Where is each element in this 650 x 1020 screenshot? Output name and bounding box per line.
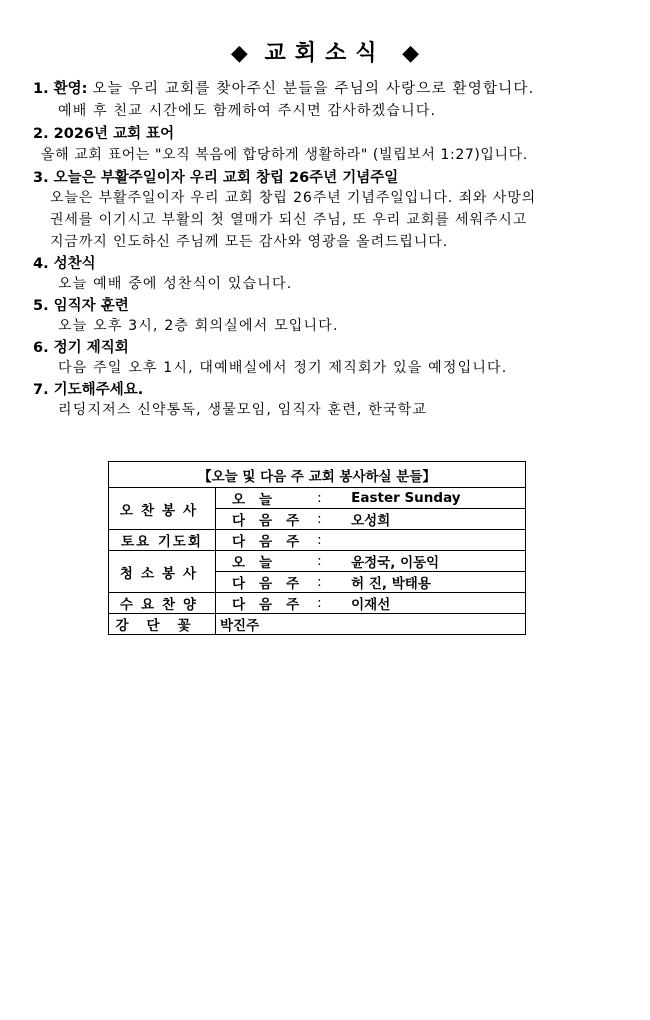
when-next-week: 다음주: [216, 509, 318, 530]
news-item-7-line-1: 리딩지저스 신약통독, 생물모임, 임직자 훈련, 한국학교: [58, 402, 428, 418]
service-schedule-table: [108, 461, 526, 635]
diamond-left-icon: ◆: [230, 41, 248, 66]
table-caption-row: [109, 462, 526, 488]
news-item-4-number: 4.: [33, 256, 49, 272]
news-item-5-heading: [33, 294, 129, 315]
saturday-prayer-next-name: [347, 530, 525, 551]
news-item-2-number: 2.: [33, 126, 49, 142]
table-row: [109, 614, 526, 635]
news-item-2-title: 2026년 교회 표어: [53, 126, 175, 142]
news-item-5-title: 임직자 훈련: [53, 298, 129, 314]
news-item-6-title: 정기 제직회: [53, 340, 129, 356]
news-item-6-heading: [33, 336, 129, 357]
news-item-4-heading: [33, 252, 96, 273]
news-item-5-number: 5.: [33, 298, 49, 314]
news-item-4-line-1: 오늘 예배 중에 성찬식이 있습니다.: [58, 276, 293, 292]
news-item-3-line-3: 지금까지 인도하신 주님께 모든 감사와 영광을 올려드립니다.: [50, 234, 449, 250]
news-item-3-line-2: 권세를 이기시고 부활의 첫 열매가 되신 주님, 또 우리 교회를 세워주시고: [50, 212, 528, 228]
cleaning-today-names: 윤정국, 이동익: [347, 551, 525, 572]
news-item-3-line-1: 오늘은 부활주일이자 우리 교회 창립 26주년 기념주일입니다. 죄와 사망의: [50, 190, 537, 206]
colon: :: [317, 572, 347, 593]
news-item-2-heading: [33, 122, 174, 143]
table-row: [109, 551, 526, 572]
news-item-7-heading: [33, 378, 143, 399]
table-row: [109, 593, 526, 614]
role-pulpit-flowers: 강단꽃: [109, 614, 216, 635]
page-title: [0, 36, 650, 67]
news-item-7-number: 7.: [33, 382, 49, 398]
colon: :: [317, 509, 347, 530]
news-item-2-line-1: 올해 교회 표어는 "오직 복음에 합당하게 생활하라" (빌립보서 1:27)입니다.: [41, 147, 528, 163]
cleaning-next-names: 허 진, 박태용: [347, 572, 525, 593]
news-item-6-line-1: 다음 주일 오후 1시, 대예배실에서 정기 제직회가 있을 예정입니다.: [58, 360, 508, 376]
role-wednesday-praise: 수요찬양: [109, 593, 216, 614]
choir-next-name: 오성희: [347, 509, 525, 530]
table-caption: 【오늘 및 다음 주 교회 봉사하실 분들】: [109, 462, 526, 488]
news-item-1-line-1: 예배 후 친교 시간에도 함께하여 주시면 감사하겠습니다.: [58, 103, 437, 119]
when-today: 오늘: [216, 488, 318, 509]
choir-today-name: Easter Sunday: [347, 488, 525, 509]
role-saturday-prayer: 토요 기도회: [109, 530, 216, 551]
news-item-6-number: 6.: [33, 340, 49, 356]
when-next-week: 다음주: [216, 572, 318, 593]
colon: :: [317, 530, 347, 551]
news-item-1-head-text: 오늘 우리 교회를 찾아주신 분들을 주님의 사랑으로 환영합니다.: [92, 81, 535, 97]
table-row: [109, 530, 526, 551]
news-item-4-title: 성찬식: [53, 256, 96, 272]
when-next-week: 다음주: [216, 593, 318, 614]
role-cleaning: 청소봉사: [109, 551, 216, 593]
pulpit-flowers-name: 박진주: [216, 614, 526, 635]
colon: :: [317, 551, 347, 572]
wednesday-praise-next-name: 이재선: [347, 593, 525, 614]
news-item-3-heading: [33, 166, 398, 187]
news-item-7-title: 기도해주세요.: [53, 382, 144, 398]
title-text: 교회소식: [264, 41, 386, 66]
colon: :: [317, 593, 347, 614]
news-item-1-number: 1.: [33, 81, 49, 97]
role-choir: 오찬봉사: [109, 488, 216, 530]
when-next-week: 다음주: [216, 530, 318, 551]
news-item-1-heading: [33, 77, 534, 98]
news-item-1-title: 환영:: [53, 81, 88, 97]
table-row: [109, 488, 526, 509]
news-item-3-title: 오늘은 부활주일이자 우리 교회 창립 26주년 기념주일: [53, 170, 399, 186]
when-today: 오늘: [216, 551, 318, 572]
colon: :: [317, 488, 347, 509]
diamond-right-icon: ◆: [402, 41, 420, 66]
news-item-5-line-1: 오늘 오후 3시, 2층 회의실에서 모입니다.: [58, 318, 339, 334]
news-item-3-number: 3.: [33, 170, 49, 186]
